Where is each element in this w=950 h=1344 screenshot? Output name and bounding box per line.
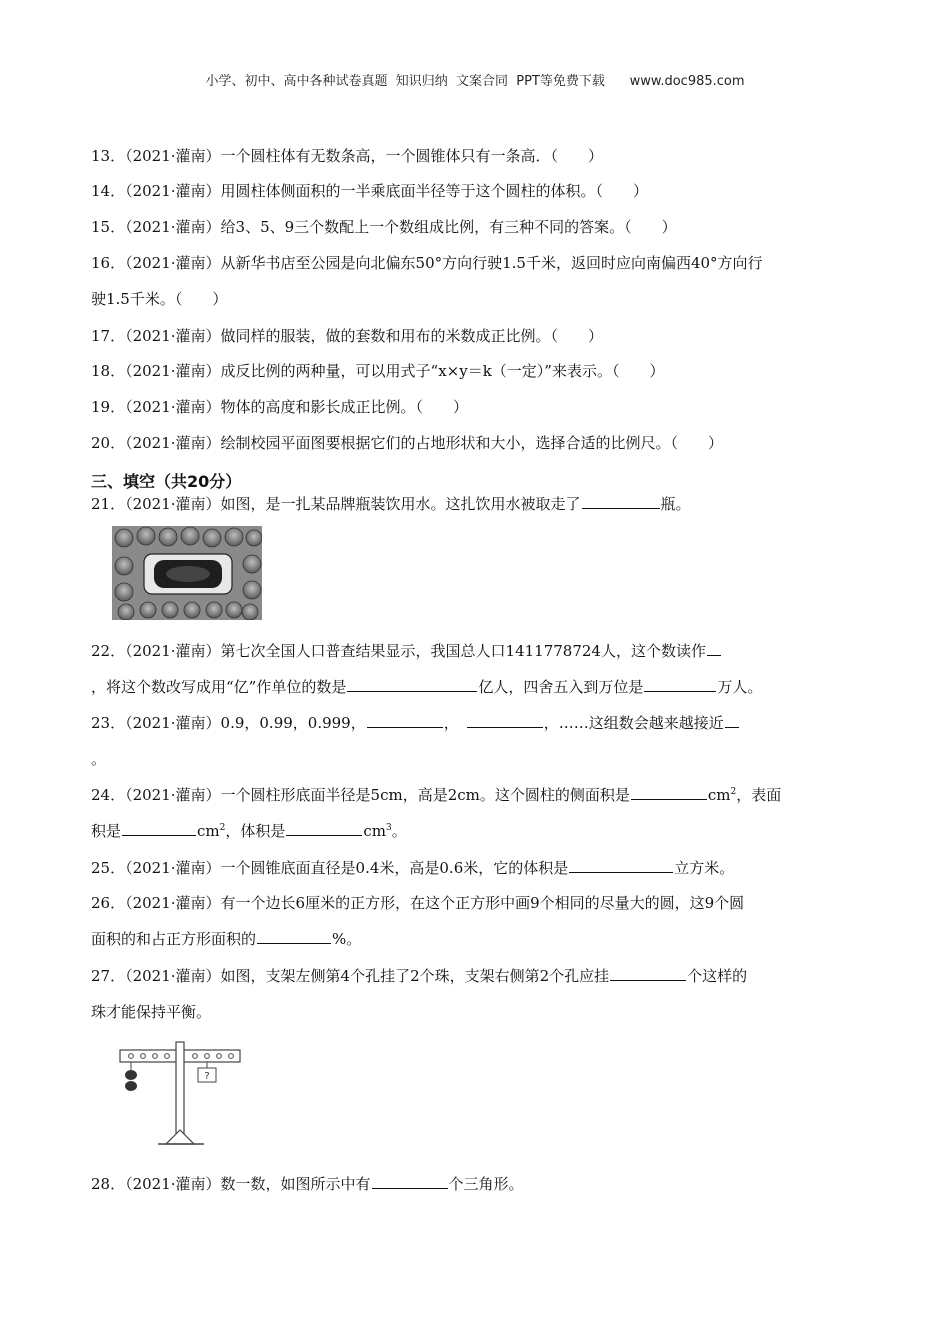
question-24-text: 积是 <box>91 822 122 840</box>
unit-cm: cm <box>707 786 731 804</box>
question-15: 15．（2021·灌南）给3、5、9三个数配上一个数组成比例，有三种不同的答案。（ ） <box>91 218 677 236</box>
answer-blank[interactable] <box>122 821 196 836</box>
question-21-text: 21．（2021·灌南）如图，是一扎某品牌瓶装饮用水。这扎饮用水被取走了 <box>91 495 581 513</box>
question-17: 17．（2021·灌南）做同样的服装，做的套数和用布的米数成正比例。（ ） <box>91 327 604 345</box>
question-28-text: 28．（2021·灌南）数一数，如图所示中有 <box>91 1175 371 1193</box>
answer-blank[interactable] <box>582 494 660 509</box>
question-26-line1: 26．（2021·灌南）有一个边长6厘米的正方形，在这个正方形中画9个相同的尽量大的圆，这9个圆 <box>91 894 745 912</box>
answer-blank[interactable] <box>367 713 443 728</box>
question-21-tail: 瓶。 <box>660 495 691 513</box>
question-27-line1 <box>91 966 747 986</box>
question-22-text: 万人。 <box>717 678 763 696</box>
answer-blank[interactable] <box>467 713 543 728</box>
answer-blank[interactable] <box>257 929 331 944</box>
question-24-line2 <box>91 821 407 841</box>
question-27-text: 27．（2021·灌南）如图，支架左侧第4个孔挂了2个珠，支架右侧第2个孔应挂 <box>91 967 610 985</box>
question-18: 18．（2021·灌南）成反比例的两种量，可以用式子“x×y＝k（一定）”来表示。（ ） <box>91 362 665 380</box>
question-24-text: 24．（2021·灌南）一个圆柱形底面半径是5cm，高是2cm。这个圆柱的侧面积是 <box>91 786 630 804</box>
question-24-line1 <box>91 785 781 805</box>
question-26-line2 <box>91 929 361 949</box>
unit-cm: cm <box>363 822 387 840</box>
question-21 <box>91 494 691 514</box>
question-23-line1 <box>91 713 740 733</box>
balance-box-label: ? <box>204 1071 210 1082</box>
question-23-line2: 。 <box>91 750 107 768</box>
answer-blank[interactable] <box>644 677 716 692</box>
answer-blank[interactable] <box>569 858 673 873</box>
page-header: 小学、初中、高中各种试卷真题 知识归纳 文案合同 PPT等免费下载 www.doc985.com <box>205 74 745 89</box>
answer-blank[interactable] <box>372 1174 448 1189</box>
question-16-line1: 16．（2021·灌南）从新华书店至公园是向北偏东50°方向行驶1.5千米，返回时应向南偏西40°方向行 <box>91 254 763 272</box>
question-20: 20．（2021·灌南）绘制校园平面图要根据它们的占地形状和大小，选择合适的比例尺。（ ） <box>91 434 724 452</box>
question-16-line2: 驶1.5千米。（ ） <box>91 290 228 308</box>
question-22-text: 亿人，四舍五入到万位是 <box>478 678 644 696</box>
question-26-text: %。 <box>332 930 362 948</box>
question-23-text: ， <box>443 714 459 732</box>
question-14: 14．（2021·灌南）用圆柱体侧面积的一半乘底面半径等于这个圆柱的体积。（ ） <box>91 182 649 200</box>
question-23-text: ，……这组数会越来越接近 <box>543 714 724 732</box>
question-25 <box>91 858 734 878</box>
superscript: 2 <box>219 823 226 833</box>
question-24-text: 。 <box>391 822 407 840</box>
superscript: 2 <box>730 787 737 797</box>
section-heading-fill-in: 三、填空（共20分） <box>91 472 242 491</box>
question-26-text: 面积的和占正方形面积的 <box>91 930 257 948</box>
answer-blank[interactable] <box>707 641 721 656</box>
question-22-text: 22．（2021·灌南）第七次全国人口普查结果显示，我国总人口1411778724人，这个数读作 <box>91 642 706 660</box>
question-24-text: ，表面 <box>736 786 782 804</box>
question-13: 13．（2021·灌南）一个圆柱体有无数条高，一个圆锥体只有一条高．（ ） <box>91 147 604 165</box>
question-25-text: 立方米。 <box>674 859 735 877</box>
question-19: 19．（2021·灌南）物体的高度和影长成正比例。（ ） <box>91 398 469 416</box>
superscript: 3 <box>386 823 392 833</box>
answer-blank[interactable] <box>631 785 707 800</box>
water-bottles-figure <box>112 526 262 620</box>
question-24-text: ，体积是 <box>225 822 286 840</box>
unit-cm: cm <box>197 822 220 840</box>
question-28 <box>91 1174 524 1194</box>
question-27-text: 个这样的 <box>687 967 748 985</box>
question-23-text: 23．（2021·灌南）0.9，0.99，0.999， <box>91 714 366 732</box>
answer-blank[interactable] <box>610 966 686 981</box>
answer-blank[interactable] <box>286 821 362 836</box>
answer-blank[interactable] <box>347 677 477 692</box>
question-28-text: 个三角形。 <box>448 1175 524 1193</box>
balance-figure <box>118 1040 244 1148</box>
question-27-line2: 珠才能保持平衡。 <box>91 1003 212 1021</box>
question-22-line1 <box>91 641 722 661</box>
question-25-text: 25．（2021·灌南）一个圆锥底面直径是0.4米，高是0.6米，它的体积是 <box>91 859 569 877</box>
answer-blank[interactable] <box>725 713 739 728</box>
question-22-text: ，将这个数改写成用“亿”作单位的数是 <box>91 678 347 696</box>
question-22-line2 <box>91 677 762 697</box>
